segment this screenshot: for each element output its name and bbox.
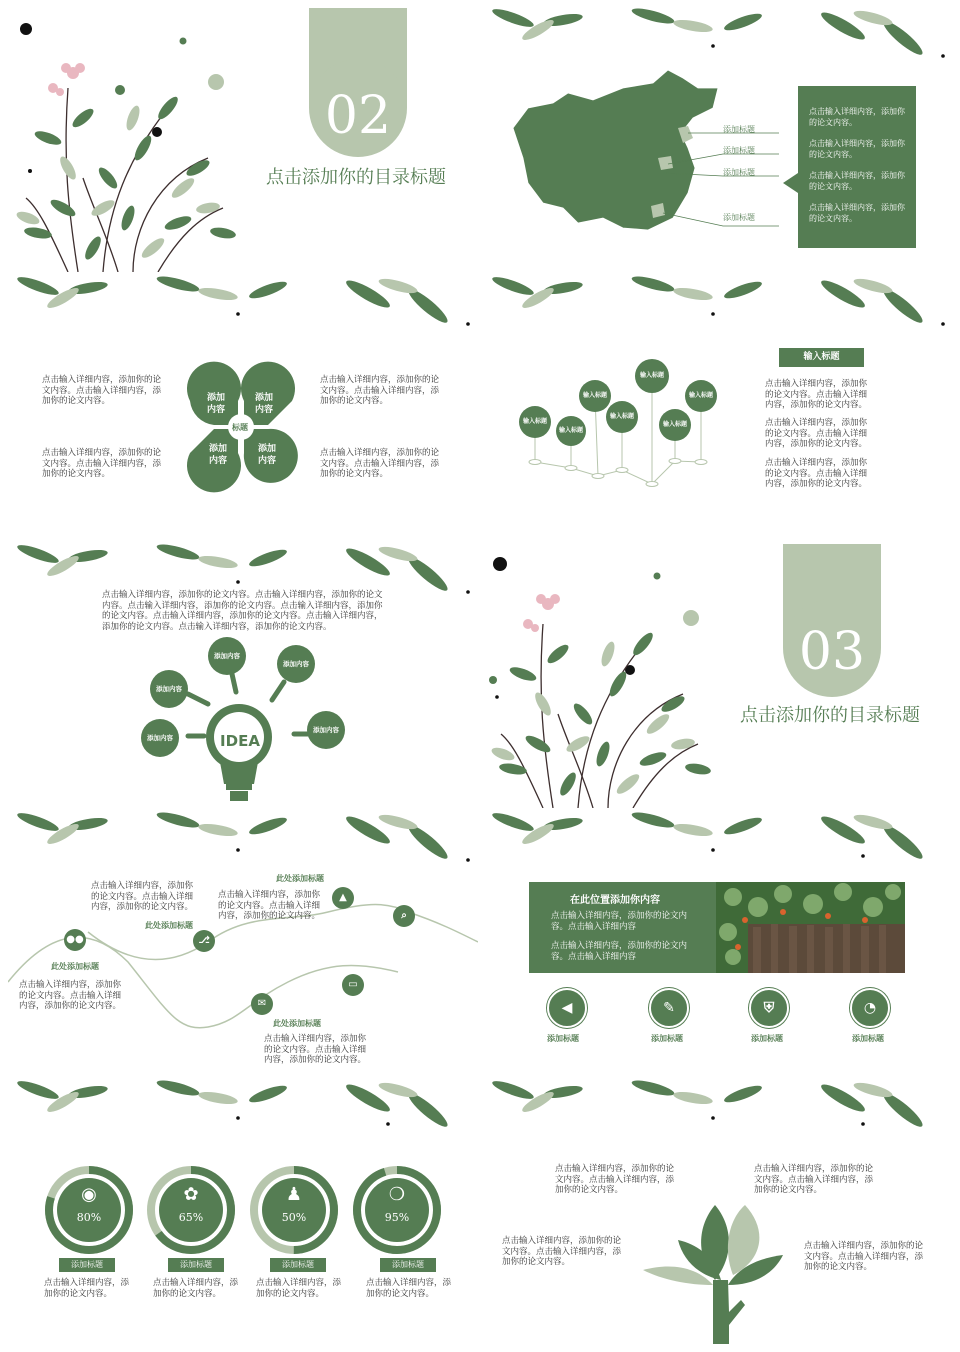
body-text: 点击输入详细内容，添加你的论文内容。点击输入详细内容，添加你的论文内容。 (218, 890, 321, 921)
shield-icon: ⛨ (749, 988, 789, 1028)
body-text: 点击输入详细内容，添加你的论文内容。点击输入详细内容，添加你的论文内容。 (502, 1236, 622, 1267)
icon-label: 添加标题 (651, 1034, 683, 1043)
section-number: 03 (798, 622, 866, 682)
leaf-border (8, 276, 478, 540)
body-text: 点击输入详细内容，添加你的论文内容。点击输入详细内容，添加你的论文内容。 (754, 1164, 874, 1195)
icon-label: 添加标题 (751, 1034, 783, 1043)
slide-four-petals (8, 276, 478, 540)
slide-photo-icons (483, 812, 953, 1076)
graph-node: 输入标题 (519, 406, 551, 438)
box-text: 点击输入详细内容，添加你的论文内容。点击输入详细内容 (551, 941, 688, 962)
idea-bubble: 添加内容 (307, 711, 345, 749)
body-text: 点击输入详细内容，添加你的论文内容。点击输入详细内容，添加你的论文内容。 (765, 458, 868, 489)
body-text: 点击输入详细内容，添加你的论文内容。点击输入详细内容，添加你的论文内容。 (42, 375, 162, 406)
graph-node: 输入标题 (606, 401, 638, 433)
graph-node: 输入标题 (635, 359, 669, 393)
slide-node-graph (483, 276, 953, 540)
leaf-border (483, 1080, 953, 1344)
panel-text: 点击输入详细内容，添加你的论文内容。 (809, 139, 905, 159)
compass-icon: ◀ (547, 988, 587, 1028)
leaf-border (8, 544, 478, 808)
mail-icon: ✉ (251, 993, 273, 1015)
idea-bubble: 添加内容 (150, 670, 188, 708)
wechat-icon: ❍ (388, 1184, 406, 1205)
graph-node: 输入标题 (659, 409, 691, 441)
section-title: 点击添加你的目录标题 (266, 167, 446, 188)
section-title: 点击添加你的目录标题 (740, 705, 920, 726)
idea-bubble: 添加内容 (141, 719, 179, 757)
body-text: 点击输入详细内容，添加你的论文内容。点击输入详细内容，添加你的论文内容。 (42, 448, 162, 479)
body-text: 点击输入详细内容，添加你的论文内容。点击输入详细内容，添加你的论文内容。 (91, 881, 194, 912)
timeline-label: 此处添加标题 (276, 874, 324, 883)
body-text: 点击输入详细内容，添加你的论文内容。 (44, 1278, 130, 1299)
map-label: 添加标题 (723, 168, 755, 177)
body-text: 点击输入详细内容，添加你的论文内容。点击输入详细内容，添加你的论文内容。 (320, 375, 440, 406)
idea-bubble: 添加内容 (277, 645, 315, 683)
slide-section-03 (483, 544, 953, 808)
percent-label: 80% (76, 1211, 102, 1224)
petal-label: 添加内容 (207, 393, 226, 415)
body-text: 点击输入详细内容，添加你的论文内容。点击输入详细内容，添加你的论文内容。 (264, 1034, 367, 1065)
slide-curve-timeline (8, 812, 478, 1076)
laptop-icon: ▭ (342, 974, 364, 996)
graph-node: 输入标题 (685, 380, 717, 412)
chart-icon: ▲ (332, 887, 354, 909)
timeline-label: 此处添加标题 (273, 1019, 321, 1028)
search-icon: ⌕ (393, 905, 415, 927)
baidu-icon: ✿ (183, 1184, 199, 1205)
china-map (513, 70, 718, 230)
gauge-icon: ◔ (850, 988, 890, 1028)
qq-icon: ♟ (285, 1184, 303, 1205)
tree-hand-icon (643, 1205, 783, 1344)
body-text: 点击输入详细内容，添加你的论文内容。 (366, 1278, 452, 1299)
percent-label: 65% (178, 1211, 204, 1224)
percent-label: 50% (281, 1211, 307, 1224)
map-label: 添加标题 (723, 125, 755, 134)
percent-label: 95% (384, 1211, 410, 1224)
idea-bubble: 添加内容 (208, 637, 246, 675)
leaf-border (483, 276, 953, 540)
box-title: 在此位置添加你内容 (570, 895, 660, 906)
document-icon: ✎ (649, 988, 689, 1028)
title-button[interactable]: 添加标题 (270, 1258, 326, 1272)
slide-section-02 (8, 8, 478, 272)
body-text: 点击输入详细内容，添加你的论文内容。 (256, 1278, 342, 1299)
title-button[interactable]: 添加标题 (59, 1258, 115, 1272)
petal-label: 添加内容 (258, 444, 277, 466)
slide-map (483, 8, 953, 272)
timeline-label: 此处添加标题 (145, 921, 193, 930)
slide-tree-hand (483, 1080, 953, 1344)
garden-photo (716, 882, 905, 973)
title-button[interactable]: 添加标题 (168, 1258, 224, 1272)
title-button[interactable]: 添加标题 (380, 1258, 436, 1272)
section-number: 02 (324, 86, 392, 146)
people-icon: ●● (64, 929, 86, 951)
map-label: 添加标题 (723, 146, 755, 155)
body-text: 点击输入详细内容，添加你的论文内容。点击输入详细内容，添加你的论文内容。 (19, 980, 122, 1011)
panel-text: 点击输入详细内容，添加你的论文内容。 (809, 171, 905, 191)
weibo-icon: ◉ (81, 1184, 97, 1205)
plant-illustration (483, 544, 953, 808)
idea-text: IDEA (220, 732, 260, 750)
lightbulb-icon (206, 704, 272, 801)
center-label: 标题 (232, 423, 248, 432)
box-text: 点击输入详细内容，添加你的论文内容。点击输入详细内容 (551, 911, 688, 932)
body-text: 点击输入详细内容，添加你的论文内容。 (153, 1278, 239, 1299)
slide-idea-bulb (8, 544, 478, 808)
body-text: 点击输入详细内容，添加你的论文内容。点击输入详细内容，添加你的论文内容。 (555, 1164, 675, 1195)
icon-label: 添加标题 (852, 1034, 884, 1043)
share-icon: ⎇ (193, 930, 215, 952)
header-box: 输入标题 (779, 348, 864, 367)
icon-label: 添加标题 (547, 1034, 579, 1043)
plant-illustration (8, 8, 478, 272)
slide-progress-rings (8, 1080, 478, 1344)
timeline-label: 此处添加标题 (51, 962, 99, 971)
petal-label: 添加内容 (209, 444, 228, 466)
graph-node: 输入标题 (579, 380, 611, 412)
panel-text: 点击输入详细内容，添加你的论文内容。 (809, 107, 905, 127)
map-label: 添加标题 (723, 213, 755, 222)
graph-node: 输入标题 (556, 416, 586, 446)
body-text: 点击输入详细内容，添加你的论文内容。点击输入详细内容，添加你的论文内容。 (804, 1241, 924, 1272)
body-text: 点击输入详细内容，添加你的论文内容。点击输入详细内容，添加你的论文内容。 (765, 418, 868, 449)
body-text: 点击输入详细内容，添加你的论文内容。点击输入详细内容，添加你的论文内容。点击输入详细内容，添加你的论文内容。点击输入详细内容，添加你的论文内容。点击输入详细内容，添加你的论文内容。点击输入详细内容，添加你的论文内容。点击输入详细内容，添加你的论文内容。 (102, 590, 383, 632)
body-text: 点击输入详细内容，添加你的论文内容。点击输入详细内容，添加你的论文内容。 (765, 379, 868, 410)
petal-label: 添加内容 (255, 393, 274, 415)
body-text: 点击输入详细内容，添加你的论文内容。点击输入详细内容，添加你的论文内容。 (320, 448, 440, 479)
panel-text: 点击输入详细内容，添加你的论文内容。 (809, 203, 905, 223)
